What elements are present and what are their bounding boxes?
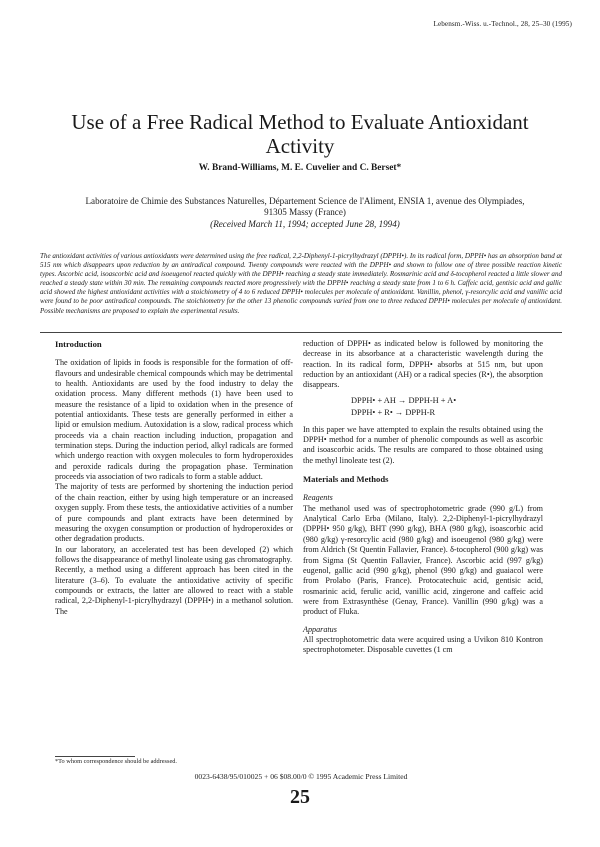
affiliation-line-1: Laboratoire de Chimie des Substances Naturelles, Département Science de l'Aliment, ENSIA 1, avenue des Olympiades,	[85, 196, 525, 206]
affiliation	[40, 196, 570, 230]
authors: W. Brand-Williams, M. E. Cuvelier and C. Berset*	[198, 163, 402, 173]
apparatus-paragraph: All spectrophotometric data were acquired using a Uvikon 810 Kontron spectrophotometer. Disposable cuvettes (1 cm	[303, 634, 543, 655]
affiliation-line-2: 91305 Massy (France)	[264, 207, 346, 218]
section-heading-introduction: Introduction	[55, 339, 102, 349]
intro-paragraph: The majority of tests are performed by shortening the induction period of the chain reaction, either by using high temperature or an increased oxygen supply. From these tests, the antioxidative activities of a number of pure compounds and plant extracts have been determined by measuring the oxygen consumption or production of hydroperoxides or other degradation products.	[55, 482, 293, 544]
left-column	[55, 339, 293, 617]
intro-paragraph: In our laboratory, an accelerated test has been developed (2) which follows the disappearance of methyl linoleate using gas chromatography.	[55, 544, 293, 564]
reaction-equations	[351, 395, 543, 419]
copyright-line: 0023-6438/95/010025 + 06 $08.00/0 © 1995 Academic Press Limited	[194, 772, 408, 781]
subheading-reagents: Reagents	[303, 493, 333, 503]
aim-paragraph: In this paper we have attempted to explain the results obtained using the DPPH• method for a number of phenolic compounds as well as ascorbic and isoascorbic acids. The results are compared to those obtained using the methyl linoleate test (2).	[303, 424, 543, 465]
footnote-divider	[55, 756, 135, 757]
intro-paragraph: The oxidation of lipids in foods is responsible for the formation of off-flavours and undesirable chemical compounds which may be detrimental to health. Antioxidants are used by the food industry to delay the oxidation process. Many different methods (1) have been used to measure the resistance of a lipid to oxidation when in the presence of potential antioxidants. These tests are generally performed in either a lipid or emulsion medium. Autoxidation is a slow, radical process which proceeds via a chain reaction including induction, propagation and termination steps. During the induction period, alkyl radicals are formed which undergo reaction with oxygen molecules to form hydroperoxides and peroxide radicals during the propagation phase. Termination proceeds via association of two radicals to form a stable adduct.	[55, 358, 293, 482]
section-heading-materials-methods: Materials and Methods	[303, 474, 389, 485]
footnote: *To whom correspondence should be addressed.	[55, 758, 177, 765]
intro-paragraph: Recently, a method using a different approach has been cited in the literature (3–6). To evaluate the antioxidative activity of specific compounds or extracts, the latter are allowed to react with a stable radical, 2,2-Diphenyl-1-picrylhydrazyl (DPPH•) in a methanol solution. The	[55, 565, 293, 616]
equation-1: DPPH• + AH → DPPH-H + A•	[351, 395, 457, 405]
abstract-divider	[40, 332, 562, 333]
abstract: The antioxidant activities of various antioxidants were determined using the free radical, 2,2-Diphenyl-1-picrylhydrazyl (DPPH•). In its radical form, DPPH• has an absorption band at 515 nm which disappears upon reduction by an antiradical compound. Twenty compounds were reacted with the DPPH• and shown to follow one of three possible reaction kinetic types. Ascorbic acid, isoascorbic acid and isoeugenol reacted quickly with the DPPH• reaching a steady state immediately. Rosmarinic acid and δ-tocopherol reacted a little slower and reached a steady state within 30 min. The remaining compounds reacted more progressively with the DPPH• reaching a steady state from 1 to 6 h. Caffeic acid, gentisic acid and gallic acid showed the highest antioxidant activities with a stoichiometry of 4 to 6 reduced DPPH• molecules per molecule of antioxidant. Vanillin, phenol, γ-resorcylic acid and vanillic acid were found to be poor antiradical compounds. The stoichiometry for the other 13 phenolic compounds varied from one to three reduced DPPH• molecules per molecule of antioxidant. Possible mechanisms are proposed to explain the experimental results.	[40, 252, 562, 315]
page-number: 25	[290, 786, 310, 808]
reagents-paragraph: The methanol used was of spectrophotometric grade (990 g/L) from Analytical Carlo Erba (Milano, Italy). 2,2-Diphenyl-1-picrylhydrazyl (DPPH• 950 g/kg), BHT (990 g/kg), BHA (980 g/kg), isoascorbic acid (980 g/kg) γ-resorcylic acid (980 g/kg) and isoeugenol (980 g/kg) were from Aldrich (St Quentin Fallavier, France). δ-tocopherol (900 g/kg) was from Sigma (St Quentin Fallavier, France). Ascorbic acid (997 g/kg) eugenol, gallic acid (990 g/kg), phenol (990 g/kg) and guaiacol were from Prolabo (Paris, France). Protocatechuic acid, gentisic acid, rosmarinic acid, ferulic acid, vanillic acid, zingerone and caffeic acid were from Extrasynthèse (Genay, France). Vanillin (990 g/kg) was a product of Fluka.	[303, 503, 543, 617]
equation-2: DPPH• + R• → DPPH-R	[351, 407, 436, 417]
subheading-apparatus: Apparatus	[303, 624, 337, 634]
dpph-reduction-paragraph: reduction of DPPH• as indicated below is followed by monitoring the decrease in its absorbance at a characteristic wavelength during the reaction. In its radical form, DPPH• absorbs at 515 nm, but upon reduction by an antioxidant (AH) or a radical species (R•), the absorption disappears.	[303, 339, 543, 390]
running-head: Lebensm.-Wiss. u.-Technol., 28, 25–30 (1995)	[433, 20, 572, 28]
right-column	[303, 339, 543, 656]
paper-title: Use of a Free Radical Method to Evaluate Antioxidant Activity	[71, 110, 529, 158]
received-dates: (Received March 11, 1994; accepted June 28, 1994)	[210, 218, 400, 229]
